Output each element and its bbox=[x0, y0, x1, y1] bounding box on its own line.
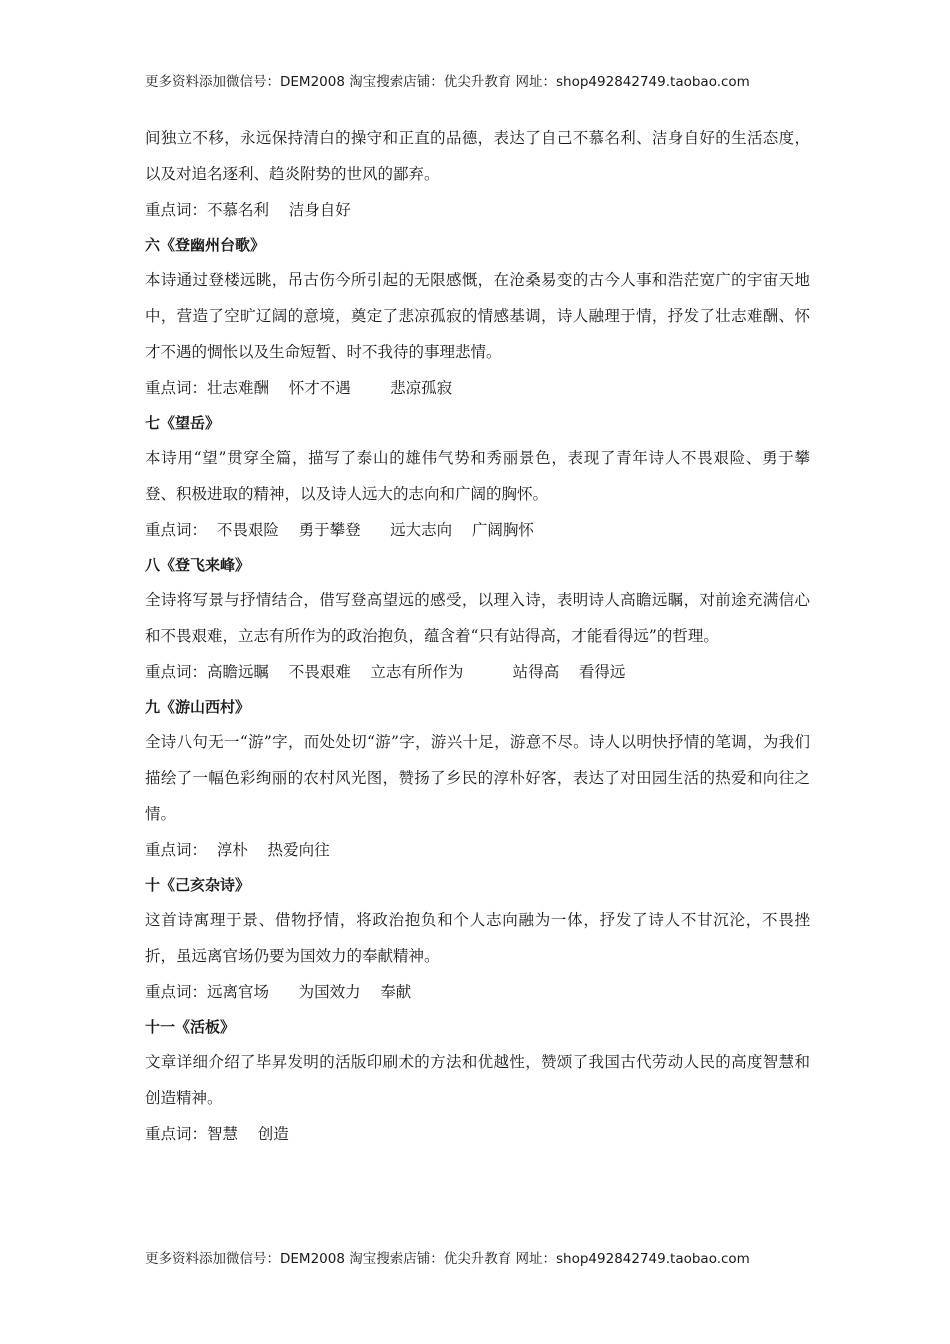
section-body: 全诗八句无一“游”字，而处处切“游”字，游兴十足，游意不尽。诗人以明快抒情的笔调，为我们描绘了一幅色彩绚丽的农村风光图，赞扬了乡民的淳朴好客，表达了对田园生活的热爱和向往之情。 bbox=[145, 733, 810, 823]
section-keywords: 重点词：远离官场 为国效力 奉献 bbox=[145, 983, 412, 1001]
section-7 bbox=[145, 406, 810, 548]
section-title: 十一《活板》 bbox=[145, 1018, 236, 1036]
intro-keywords: 重点词：不慕名利 洁身自好 bbox=[145, 201, 351, 219]
section-body: 本诗通过登楼远眺，吊古伤今所引起的无限感慨，在沧桑易变的古今人事和浩茫宽广的宇宙天地中，营造了空旷辽阔的意境，奠定了悲凉孤寂的情感基调，诗人融理于情，抒发了壮志难酬、怀才不遇的惆怅以及生命短暂、时不我待的事理悲情。 bbox=[145, 271, 810, 361]
section-keywords: 重点词：智慧 创造 bbox=[145, 1125, 289, 1143]
section-title: 六《登幽州台歌》 bbox=[145, 236, 266, 254]
section-body: 文章详细介绍了毕昇发明的活版印刷术的方法和优越性，赞颂了我国古代劳动人民的高度智慧和创造精神。 bbox=[145, 1053, 810, 1107]
intro-paragraph: 间独立不移，永远保持清白的操守和正直的品德，表达了自己不慕名利、洁身自好的生活态度，以及对追名逐利、趋炎附势的世风的鄙弃。 bbox=[145, 129, 810, 183]
section-10 bbox=[145, 868, 810, 1010]
section-8 bbox=[145, 548, 810, 690]
section-keywords: 重点词： 不畏艰险 勇于攀登 远大志向 广阔胸怀 bbox=[145, 521, 534, 539]
document-body bbox=[145, 120, 810, 1152]
section-body: 本诗用“望”贯穿全篇，描写了泰山的雄伟气势和秀丽景色，表现了青年诗人不畏艰险、勇于攀登、积极进取的精神，以及诗人远大的志向和广阔的胸怀。 bbox=[145, 449, 810, 503]
section-body: 全诗将写景与抒情结合，借写登高望远的感受，以理入诗，表明诗人高瞻远瞩，对前途充满信心和不畏艰难，立志有所作为的政治抱负，蕴含着“只有站得高，才能看得远”的哲理。 bbox=[145, 591, 810, 645]
section-keywords: 重点词：壮志难酬 怀才不遇 悲凉孤寂 bbox=[145, 379, 453, 397]
section-title: 七《望岳》 bbox=[145, 414, 221, 432]
section-9 bbox=[145, 690, 810, 868]
section-11 bbox=[145, 1010, 810, 1152]
section-title: 八《登飞来峰》 bbox=[145, 556, 251, 574]
section-keywords: 重点词： 淳朴 热爱向往 bbox=[145, 841, 330, 859]
section-body: 这首诗寓理于景、借物抒情，将政治抱负和个人志向融为一体，抒发了诗人不甘沉沦，不畏挫折，虽远离官场仍要为国效力的奉献精神。 bbox=[145, 911, 810, 965]
page-header: 更多资料添加微信号：DEM2008 淘宝搜索店铺：优尖升教育 网址：shop492842749.taobao.com bbox=[145, 74, 750, 90]
section-title: 十《己亥杂诗》 bbox=[145, 876, 251, 894]
section-keywords: 重点词：高瞻远瞩 不畏艰难 立志有所作为 站得高 看得远 bbox=[145, 663, 626, 681]
page-footer: 更多资料添加微信号：DEM2008 淘宝搜索店铺：优尖升教育 网址：shop492842749.taobao.com bbox=[145, 1251, 750, 1267]
section-title: 九《游山西村》 bbox=[145, 698, 251, 716]
section-6 bbox=[145, 228, 810, 406]
